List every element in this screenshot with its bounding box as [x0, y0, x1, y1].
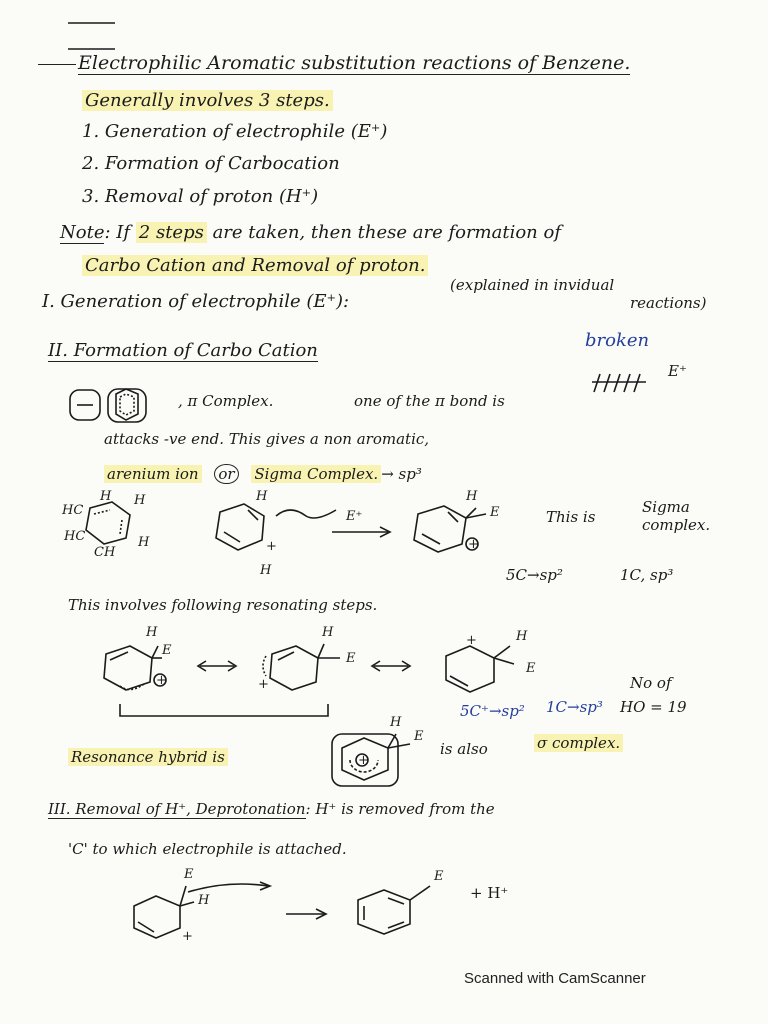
step-1: 1. Generation of electrophile (E⁺) [82, 121, 388, 142]
svg-text:+: + [468, 537, 479, 552]
this-is-text: This is [546, 508, 596, 526]
resonance-hybrid-text: Resonance hybrid is [68, 748, 228, 766]
sigma-complex-label: Sigma complex. [642, 498, 711, 534]
h-label: HC [62, 503, 84, 518]
svg-text:H: H [390, 715, 402, 730]
proton-product: + H⁺ [470, 884, 509, 902]
broken-annotation: broken [585, 330, 650, 351]
sigma-complex-label-2: σ complex. [534, 734, 623, 752]
svg-text:E: E [184, 867, 194, 882]
crossed-out-word [590, 368, 660, 402]
deprotonation-reaction [128, 862, 588, 952]
svg-text:+: + [156, 673, 167, 688]
resonance-intro: This involves following resonating steps. [68, 596, 378, 614]
hybrid-note-sp2: 5C→sp² [506, 566, 563, 584]
also-text: is also [440, 740, 488, 758]
section-1-aside-line-1: (explained in invidual [450, 276, 615, 294]
note-label: Note [60, 222, 105, 243]
h-label: H [138, 535, 150, 550]
h-label: H [134, 493, 146, 508]
section-3-line-2: 'C' to which electrophile is attached. [68, 840, 347, 858]
resonance-hybrid-structure [328, 716, 438, 786]
svg-text:+: + [358, 753, 369, 768]
svg-text:+: + [258, 677, 269, 692]
scanner-watermark: Scanned with CamScanner [464, 970, 646, 987]
svg-text:H: H [516, 629, 528, 644]
resonance-note-count: HO = 19 [620, 698, 687, 716]
resonance-note-count-label: No of [630, 674, 672, 692]
note-line-2: Carbo Cation and Removal of proton. [82, 255, 428, 276]
pi-bond-text: one of the π bond is [354, 392, 505, 410]
svg-text:H: H [198, 893, 210, 908]
section-3-heading: III. Removal of H⁺, Deprotonation: H⁺ is removed from the [48, 800, 495, 818]
svg-text:H: H [466, 489, 478, 504]
svg-text:E: E [414, 729, 424, 744]
resonance-note-sp2: 5C⁺→sp² [460, 702, 525, 720]
pi-complex-text: , π Complex. [178, 392, 274, 410]
svg-text:E: E [434, 869, 444, 884]
svg-text:H: H [146, 625, 158, 640]
svg-text:+: + [182, 929, 193, 944]
svg-text:H: H [322, 625, 334, 640]
step-2: 2. Formation of Carbocation [82, 153, 340, 174]
svg-text:E: E [162, 643, 172, 658]
svg-text:+: + [466, 633, 477, 648]
resonance-note-sp3: 1C→sp³ [546, 698, 603, 716]
h-label: CH [94, 545, 116, 560]
svg-text:H: H [256, 489, 268, 504]
svg-text:E: E [346, 651, 356, 666]
svg-text:+: + [266, 539, 277, 554]
section-1-aside-line-2: reactions) [630, 294, 707, 312]
svg-text:H: H [260, 563, 272, 578]
step-3: 3. Removal of proton (H⁺) [82, 186, 319, 207]
svg-text:E: E [526, 661, 536, 676]
arenium-line: arenium ion or Sigma Complex. → sp³ [104, 464, 422, 484]
electrophile-label: E⁺ [668, 362, 687, 380]
note-highlight: 2 steps [136, 222, 207, 243]
e-plus-label: E⁺ [346, 509, 363, 524]
attack-line: attacks -ve end. This gives a non aromatic, [104, 430, 430, 448]
svg-text:E: E [490, 505, 500, 520]
pi-complex-structures [68, 386, 188, 426]
h-label: HC [64, 529, 86, 544]
intro-line: Generally involves 3 steps. [82, 90, 333, 111]
hybrid-note-sp3: 1C, sp³ [620, 566, 674, 584]
section-2-heading: II. Formation of Carbo Cation [48, 340, 318, 361]
page-title: Electrophilic Aromatic substitution reactions of Benzene. [38, 52, 630, 74]
section-1-heading: I. Generation of electrophile (E⁺): [42, 291, 350, 312]
h-label: H [100, 489, 112, 504]
note-line-1: Note: If 2 steps are taken, then these are formation of [60, 222, 561, 243]
